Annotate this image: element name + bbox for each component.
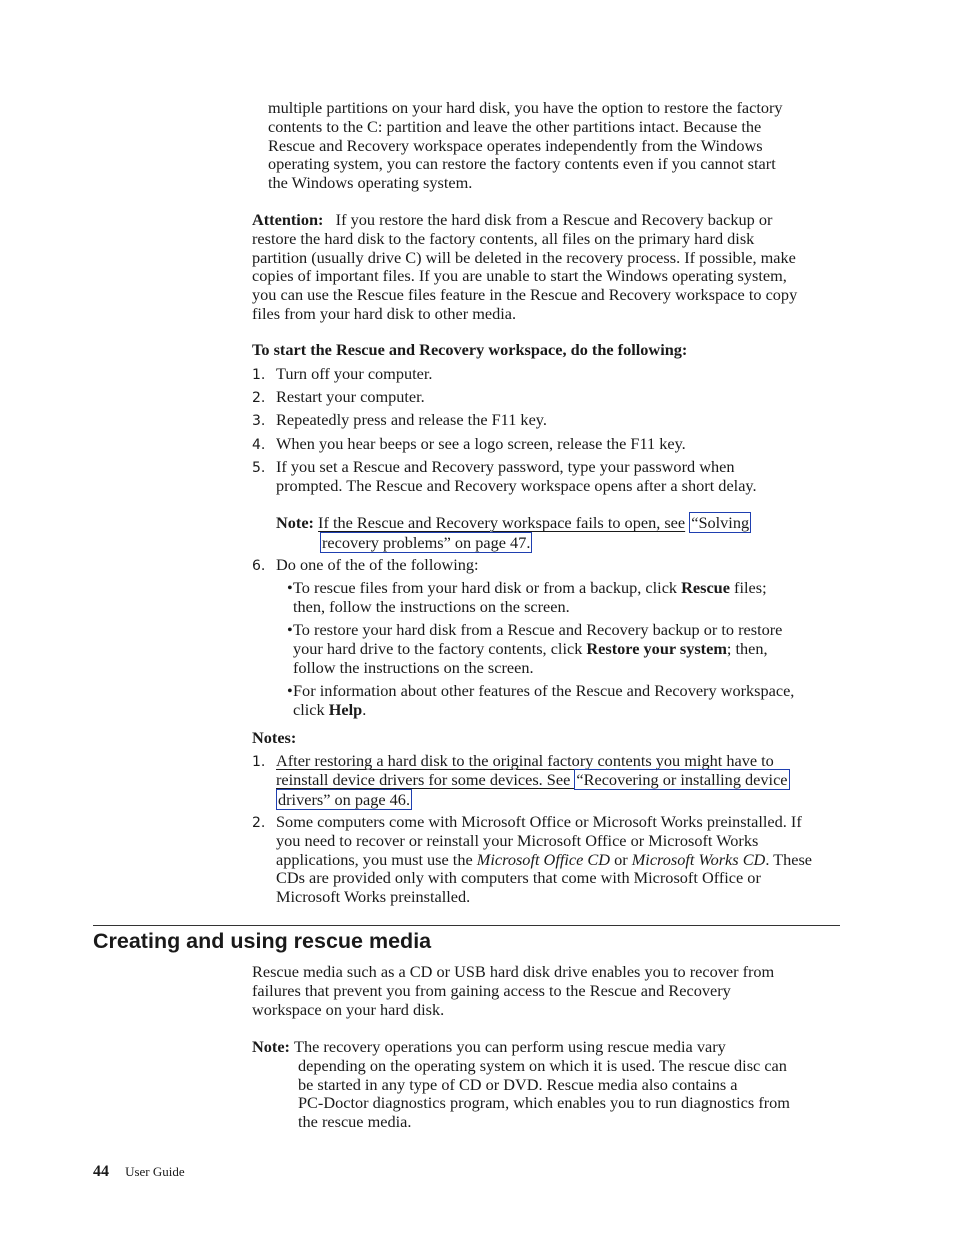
text-span: . [362,699,367,719]
text-span: . These [765,849,813,869]
text-line [252,1038,790,1057]
text-line [293,701,794,720]
section-paragraph [252,963,774,1019]
recovering-drivers-link[interactable]: “Recovering or installing device [576,769,788,789]
text-span: reinstall device drivers for some devices. See [276,769,575,789]
recovering-drivers-link[interactable]: drivers” on page 46. [278,789,411,809]
note-item [276,752,790,809]
works-cd-title: Microsoft Works CD [631,849,766,869]
text-span: files; [729,578,767,597]
attention-paragraph [252,211,797,324]
text-span: To rescue files from your hard disk or from a backup, click [293,578,682,597]
text-line: If you set a Rescue and Recovery password, type your password when [276,457,735,476]
bullet-item [293,682,794,720]
text-line: Rescue and Recovery workspace operates independently from the Windows [268,135,763,155]
procedure-heading: To start the Rescue and Recovery workspace, do the following: [252,340,688,359]
text-line: failures that prevent you from gaining access to the Rescue and Recovery [252,980,731,1000]
step-number: 2. [252,390,266,406]
text-line: prompted. The Rescue and Recovery workspace opens after a short delay. [276,475,757,495]
step-number: 4. [252,437,266,453]
step-number: 3. [252,413,266,429]
text-line [276,771,790,790]
footer-label: User Guide [125,1164,185,1179]
text-span: applications, you must use the [276,849,477,869]
text-span: or [610,849,632,869]
step-number: 5. [252,460,266,476]
text-line: the rescue media. [298,1112,412,1132]
text-line: To restore your hard disk from a Rescue and Recovery backup or to restore [293,620,783,639]
text-line [276,534,836,553]
text-line: contents to the C: partition and leave the other partitions intact. Because the [268,116,762,136]
text-line: partition (usually drive C) will be deleted in the recovery process. If possible, make [252,247,796,267]
rescue-term: Rescue [681,578,730,597]
text-line: Microsoft Works preinstalled. [276,887,471,907]
text-line [252,211,797,230]
step-text: When you hear beeps or see a logo screen, release the F11 key. [276,434,686,453]
text-line: CDs are provided only with computers that come with Microsoft Office or [276,868,761,888]
office-cd-title: Microsoft Office CD [476,849,611,869]
text-line: then, follow the instructions on the screen. [293,596,570,616]
step-text: Repeatedly press and release the F11 key. [276,410,547,429]
text-line: For information about other features of the Rescue and Recovery workspace, [293,681,795,700]
section-divider [93,925,840,926]
step-number: 6. [252,558,266,574]
text-line: Rescue media such as a CD or USB hard disk drive enables you to recover from [252,962,775,981]
text-line: Some computers come with Microsoft Office or Microsoft Works preinstalled. If [276,812,802,831]
help-term: Help [328,699,363,719]
text-line: workspace on your hard disk. [252,999,445,1019]
text-span: click [293,699,329,719]
text-line: PC-Doctor diagnostics program, which enables you to run diagnostics from [298,1093,790,1113]
note-text: If the Rescue and Recovery workspace fails to open, see [318,513,686,532]
step-text: Restart your computer. [276,387,425,406]
solving-recovery-problems-link[interactable]: “Solving [691,513,750,532]
bullet-item [293,579,767,617]
note-label: Note: [276,513,314,532]
text-line: restore the hard disk to the factory contents, all files on the primary hard disk [252,228,755,248]
section-note [252,1038,790,1132]
note-label: Note: [252,1037,290,1056]
notes-heading: Notes: [252,728,297,747]
text-line: depending on the operating system on which it is used. The rescue disc can [298,1055,787,1075]
text-line: copies of important files. If you are unable to start the Windows operating system, [252,266,787,286]
text-line [276,791,790,810]
restore-system-term: Restore your system [586,638,727,658]
text-line: you need to recover or reinstall your Microsoft Office or Microsoft Works [276,830,759,850]
bullet-glyph: • [287,578,293,597]
section-title: Creating and using rescue media [93,929,432,953]
solving-recovery-problems-link[interactable]: recovery problems” on page 47. [322,532,531,552]
text-line [276,851,812,870]
note-number: 1. [252,754,266,770]
note-item [276,813,812,907]
text-line: follow the instructions on the screen. [293,657,534,677]
text-span: The recovery operations you can perform using rescue media vary [294,1037,726,1056]
bullet-item [293,621,782,677]
intro-paragraph [268,99,783,193]
text-line: you can use the Rescue files feature in the Rescue and Recovery workspace to copy [252,285,798,305]
text-line [293,579,767,598]
text-span: ; then, [726,638,768,658]
step-text: Turn off your computer. [276,364,433,383]
note-number: 2. [252,815,266,831]
page-footer [93,1162,185,1182]
step-text [276,458,757,496]
step-number: 1. [252,367,266,383]
text-line: be started in any type of CD or DVD. Rescue media also contains a [298,1074,738,1094]
text-line: the Windows operating system. [268,173,473,193]
bullet-glyph: • [287,681,293,700]
step5-note [276,514,836,553]
bullet-glyph: • [287,620,293,639]
text-span: your hard drive to the factory contents, click [293,638,587,658]
text-line: operating system, you can restore the factory contents even if you cannot start [268,154,776,174]
attention-label: Attention: [252,210,324,229]
text-line [293,640,782,659]
text-line: After restoring a hard disk to the original factory contents you might have to [276,751,774,770]
text-line [276,514,836,533]
text-line: multiple partitions on your hard disk, you have the option to restore the factory [268,98,783,117]
text-line: files from your hard disk to other media. [252,303,517,323]
step-text: Do one of the of the following: [276,555,479,574]
text-span: If you restore the hard disk from a Rescue and Recovery backup or [335,210,773,229]
page-number: 44 [93,1163,109,1180]
